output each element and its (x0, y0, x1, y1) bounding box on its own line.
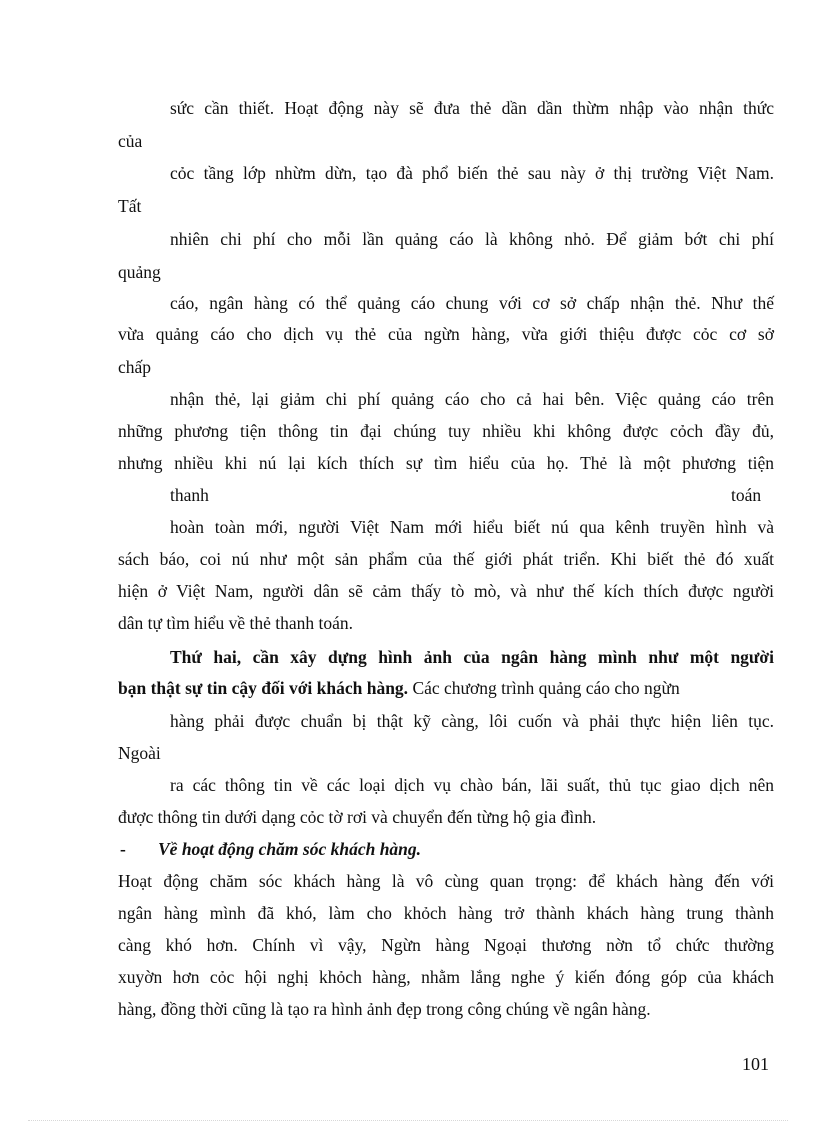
body-text-line: nhận thẻ, lại giảm chi phí quảng cáo cho cả hai bên. Việc quảng cáo trên (170, 389, 774, 409)
body-text-line: hoàn toàn mới, người Việt Nam mới hiểu biết nú qua kênh truyền hình và (170, 517, 774, 537)
body-text-line: Hoạt động chăm sóc khách hàng là vô cùng quan trọng: để khách hàng đến với (118, 871, 774, 891)
body-text-line: ra các thông tin về các loại dịch vụ chào bán, lãi suất, thủ tục giao dịch nên (170, 775, 774, 795)
body-text-line: những phương tiện thông tin đại chúng tuy nhiều khi không được cỏch đầy đủ, (118, 421, 774, 441)
body-text-line: dân tự tìm hiểu về thẻ thanh toán. (118, 613, 353, 633)
body-text-line: vừa quảng cáo cho dịch vụ thẻ của ngừn hàng, vừa giới thiệu được cỏc cơ sở (118, 324, 774, 344)
body-text-line: nhiên chi phí cho mỗi lần quảng cáo là không nhỏ. Để giảm bớt chi phí (170, 229, 774, 249)
bold-phrase: bạn thật sự tin cậy đối với khách hàng. (118, 678, 409, 698)
body-text-line: cỏc tầng lớp nhừm dừn, tạo đà phổ biến thẻ sau này ở thị trường Việt Nam. (170, 163, 774, 183)
bold-heading-line: Thứ hai, cần xây dựng hình ảnh của ngân hàng mình như một người (170, 647, 774, 667)
page-number: 101 (742, 1054, 769, 1074)
section-heading: Về hoạt động chăm sóc khách hàng. (158, 839, 422, 859)
body-text-line: hàng, đồng thời cũng là tạo ra hình ảnh đẹp trong công chúng về ngân hàng. (118, 999, 651, 1019)
body-text-fragment: Các chương trình quảng cáo cho ngừn (408, 678, 680, 698)
body-text-line: Tất (118, 196, 142, 216)
body-text-line: hiện ở Việt Nam, người dân sẽ cảm thấy tò mò, và như thế kích thích được người (118, 581, 774, 601)
body-text-line: được thông tin dưới dạng cỏc tờ rơi và chuyển đến từng hộ gia đình. (118, 807, 597, 827)
body-text-line: Ngoài (118, 743, 161, 763)
body-text-line: của (118, 131, 143, 151)
body-text-line: chấp (118, 357, 152, 377)
body-text-line: nhưng nhiều khi nú lại kích thích sự tìm hiểu của họ. Thẻ là một phương tiện (118, 453, 774, 473)
footer-divider (28, 1120, 788, 1121)
body-text-line: sức cần thiết. Hoạt động này sẽ đưa thẻ dần dần thừm nhập vào nhận thức (170, 98, 774, 118)
body-text-line: xuyờn hơn cỏc hội nghị khỏch hàng, nhằm lắng nghe ý kiến đóng góp của khách (118, 967, 774, 987)
body-text-line: ngân hàng mình đã khó, làm cho khỏch hàng trở thành khách hàng trung thành (118, 903, 774, 923)
body-text-line: cáo, ngân hàng có thể quảng cáo chung với cơ sở chấp nhận thẻ. Như thế (170, 293, 774, 313)
body-text-line: hàng phải được chuẩn bị thật kỹ càng, lôi cuốn và phải thực hiện liên tục. (170, 711, 774, 731)
body-text-line: quảng (118, 262, 161, 282)
body-text-line: toán (731, 485, 762, 505)
body-text-line: càng khó hơn. Chính vì vậy, Ngừn hàng Ngoại thương nờn tổ chức thường (118, 935, 774, 955)
mixed-text-line (118, 677, 680, 699)
list-dash: - (120, 839, 126, 859)
body-text-line: thanh (170, 485, 209, 505)
body-text-line: sách báo, coi nú như một sản phẩm của thế giới phát triển. Khi biết thẻ đó xuất (118, 549, 774, 569)
